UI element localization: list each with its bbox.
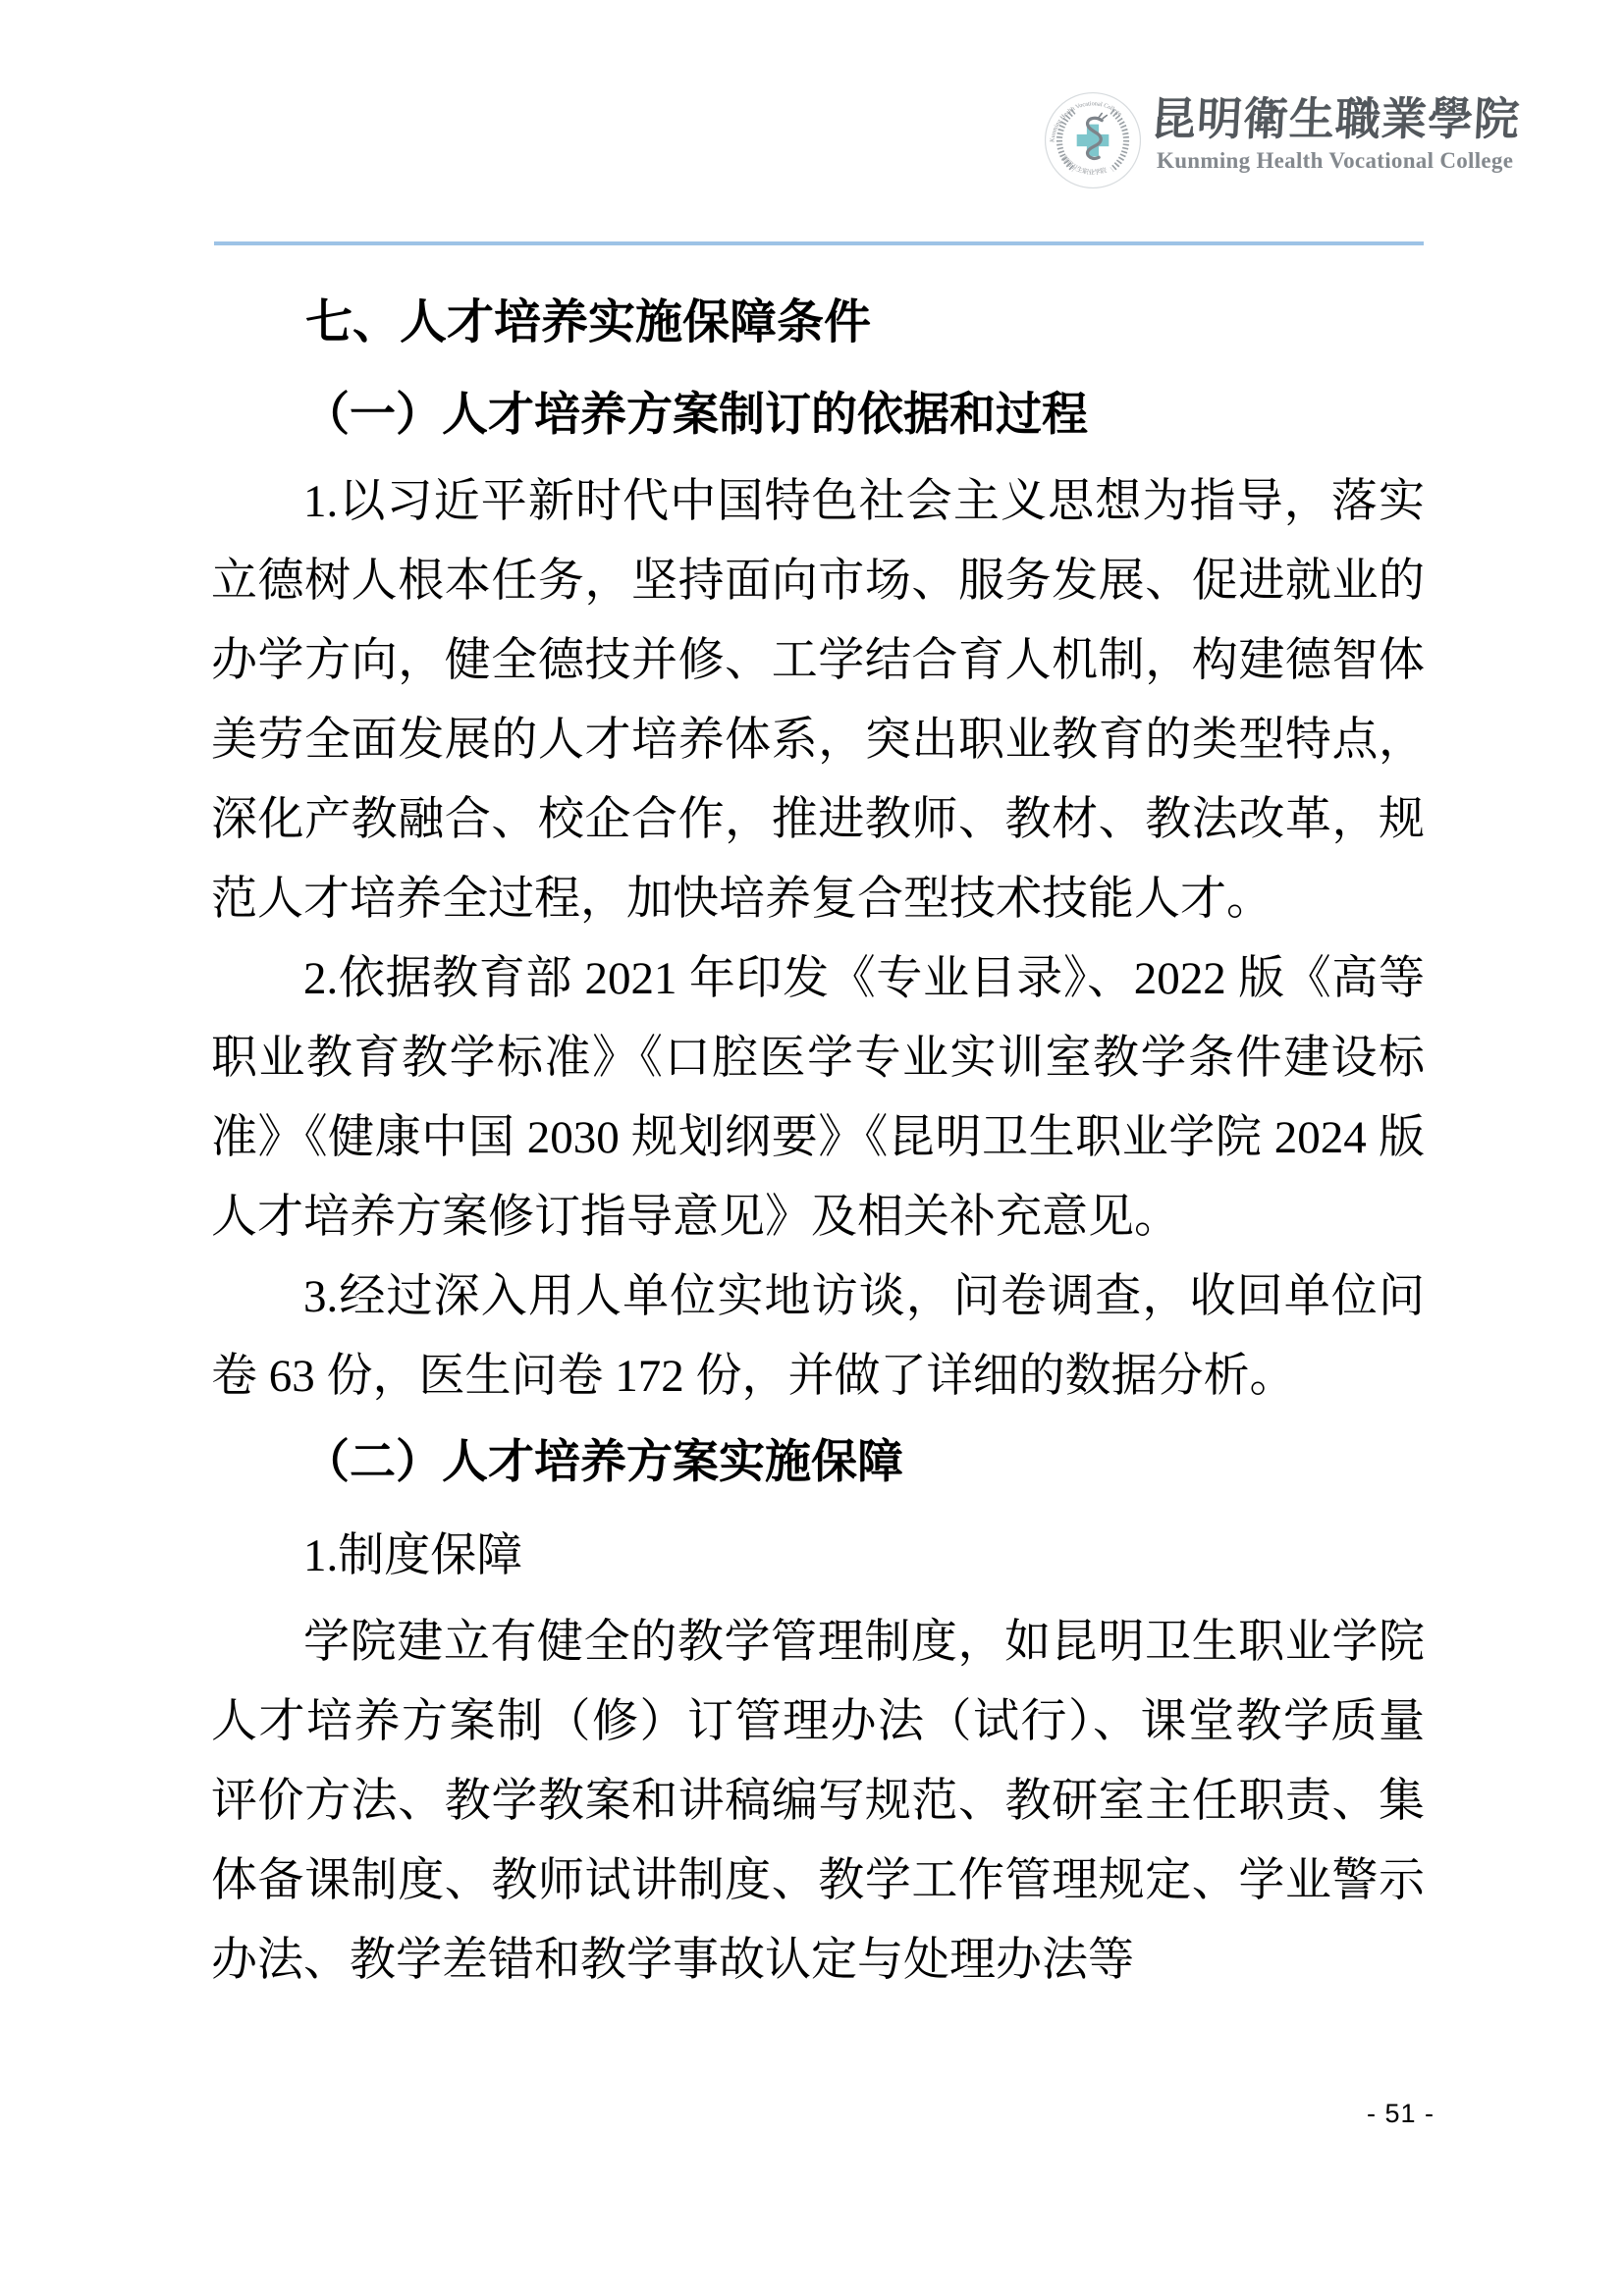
section-heading-level3: 1.制度保障	[303, 1530, 523, 1581]
section-heading-level1: 七、人才培养实施保障条件	[305, 296, 872, 348]
body-paragraph: 学院建立有健全的教学管理制度，如昆明卫生职业学院人才培养方案制（修）订管理办法（试行）、课堂教学质量评价方法、教学教案和讲稿编写规范、教研室主任职责、集体备课制度、教师试讲制度、教学工作管理规定、学业警示办法、教学差错和教学事故认定与处理办法等	[211, 1617, 1425, 1986]
seal-ring-text-en: Kunming Health Vocational College	[1049, 100, 1123, 143]
body-paragraph: 2.依据教育部 2021 年印发《专业目录》、2022 版《高等职业教育教学标准》《口腔医学专业实训室教学条件建设标准》《健康中国 2030 规划纲要》《昆明卫生职业学院 2024 版人才培养方案修订指导意见》及相关补充意见。	[211, 953, 1425, 1243]
seal-ring-text-zh: 昆明卫生职业学院	[1059, 154, 1109, 177]
header-divider-line	[214, 241, 1424, 245]
college-name-english: Kunming Health Vocational College	[1157, 148, 1514, 173]
page-number: - 51 -	[1367, 2099, 1435, 2128]
section-heading-level2: （一）人才培养方案制订的依据和过程	[303, 390, 1088, 441]
document-body	[211, 276, 1425, 2001]
college-seal-icon	[1043, 90, 1143, 190]
body-paragraph: 3.经过深入用人单位实地访谈，问卷调查，收回单位问卷 63 份，医生问卷 172 份，并做了详细的数据分析。	[211, 1271, 1425, 1402]
body-paragraph: 1.以习近平新时代中国特色社会主义思想为指导，落实立德树人根本任务，坚持面向市场、服务发展、促进就业的办学方向，健全德技并修、工学结合育人机制，构建德智体美劳全面发展的人才培养体系，突出职业教育的类型特点，深化产教融合、校企合作，推进教师、教材、教法改革，规范人才培养全过程，加快培养复合型技术技能人才。	[211, 476, 1425, 925]
section-heading-level2: （二）人才培养方案实施保障	[303, 1437, 903, 1488]
college-name-calligraphy: 昆明衛生職業學院	[1149, 94, 1522, 144]
